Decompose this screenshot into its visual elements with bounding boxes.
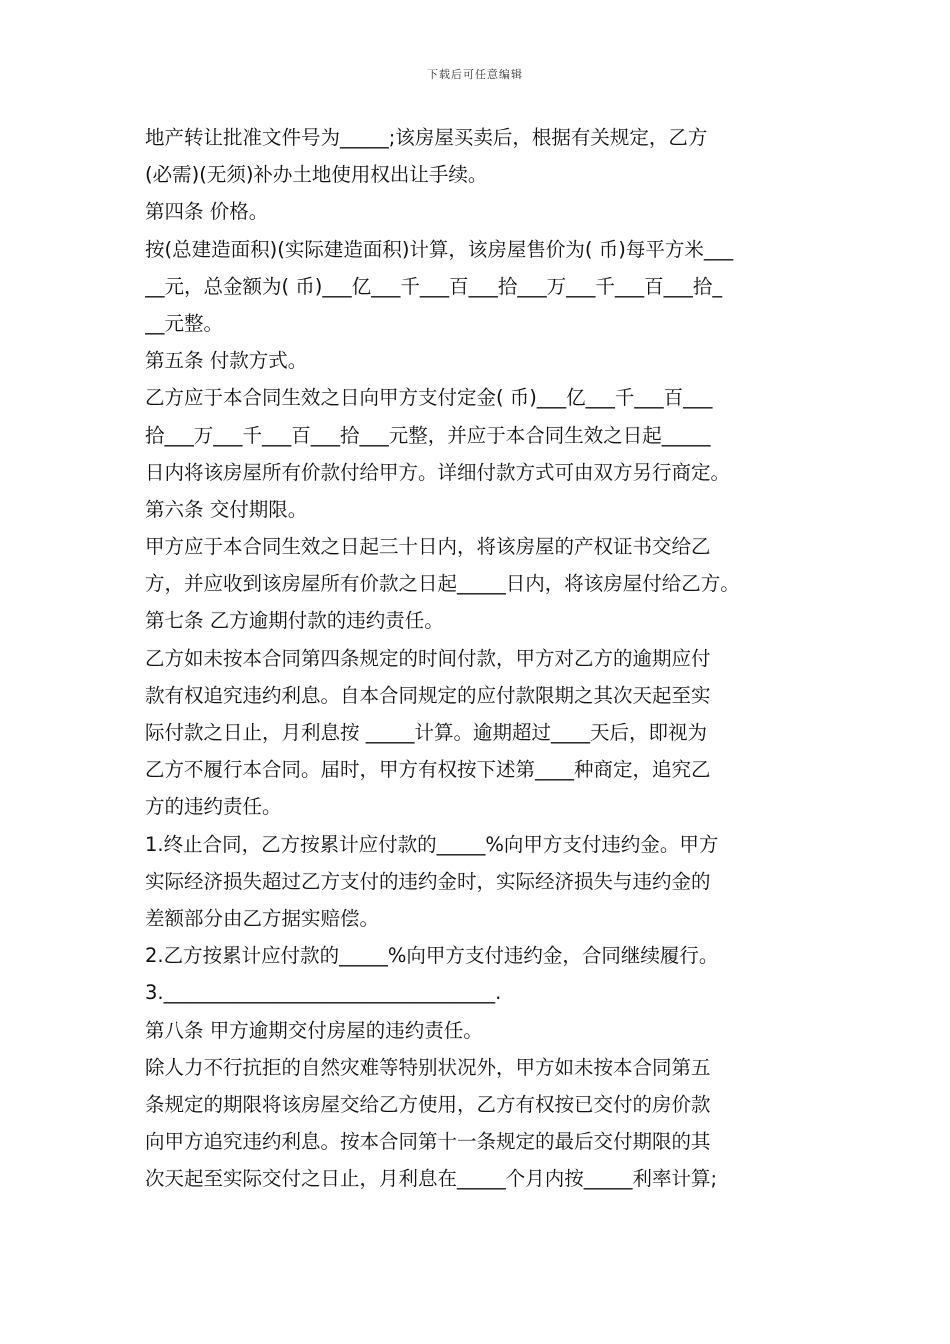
text-line: 按(总建造面积)(实际建造面积)计算，该房屋售价为( 币)每平方米___ — [145, 237, 734, 261]
text-line: 际付款之日止，月利息按 _____计算。逾期超过____天后，即视为 — [145, 721, 707, 744]
section-heading: 第五条 付款方式。 — [145, 349, 308, 373]
text-line: 甲方应于本合同生效之日起三十日内，将该房屋的产权证书交给乙 — [145, 535, 711, 559]
text-line: __元，总金额为( 币)___亿___千___百___拾___万___千___百___拾_ — [145, 274, 723, 298]
text-line: 差额部分由乙方据实赔偿。 — [145, 906, 380, 930]
list-item: 1.终止合同，乙方按累计应付款的_____%向甲方支付违约金。甲方 — [145, 832, 719, 856]
text-line: 方的违约责任。 — [145, 795, 282, 819]
document-body — [145, 119, 815, 1197]
text-line: 实际经济损失超过乙方支付的违约金时，实际经济损失与违约金的 — [145, 869, 711, 893]
section-heading: 第四条 价格。 — [145, 200, 269, 224]
page-header: 下载后可任意编辑 — [427, 68, 523, 81]
text-line: 日内将该房屋所有价款付给甲方。详细付款方式可由双方另行商定。 — [145, 460, 731, 484]
section-heading: 第七条 乙方逾期付款的违约责任。 — [145, 609, 444, 633]
text-line: (必需)(无须)补办土地使用权出让手续。 — [145, 163, 488, 187]
text-line: 次天起至实际交付之日止，月利息在_____个月内按_____利率计算; — [145, 1167, 718, 1191]
text-line: 拾___万___千___百___拾___元整，并应于本合同生效之日起_____ — [145, 423, 711, 447]
section-heading: 第八条 甲方逾期交付房屋的违约责任。 — [145, 1018, 483, 1042]
text-line: 乙方不履行本合同。届时，甲方有权按下述第____种商定，追究乙 — [145, 758, 711, 782]
text-line: 地产转让批准文件号为_____;该房屋买卖后，根据有关规定，乙方 — [145, 126, 708, 149]
text-line: 款有权追究违约利息。自本合同规定的应付款限期之其次天起至实 — [145, 683, 711, 707]
list-item: 3.__________________________________. — [145, 981, 502, 1005]
text-line: 条规定的期限将该房屋交给乙方使用，乙方有权按已交付的房价款 — [145, 1092, 711, 1116]
text-line: 除人力不行抗拒的自然灾难等特别状况外，甲方如未按本合同第五 — [145, 1055, 711, 1079]
list-item: 2.乙方按累计应付款的_____%向甲方支付违约金，合同继续履行。 — [145, 944, 719, 968]
text-line: 乙方应于本合同生效之日向甲方支付定金( 币)___亿___千___百___ — [145, 386, 713, 410]
text-line: 乙方如未按本合同第四条规定的时间付款，甲方对乙方的逾期应付 — [145, 646, 711, 670]
section-heading: 第六条 交付期限。 — [145, 497, 308, 521]
text-line: __元整。 — [145, 311, 224, 335]
text-line: 方，并应收到该房屋所有价款之日起_____日内，将该房屋付给乙方。 — [145, 572, 740, 596]
text-line: 向甲方追究违约利息。按本合同第十一条规定的最后交付期限的其 — [145, 1130, 711, 1154]
